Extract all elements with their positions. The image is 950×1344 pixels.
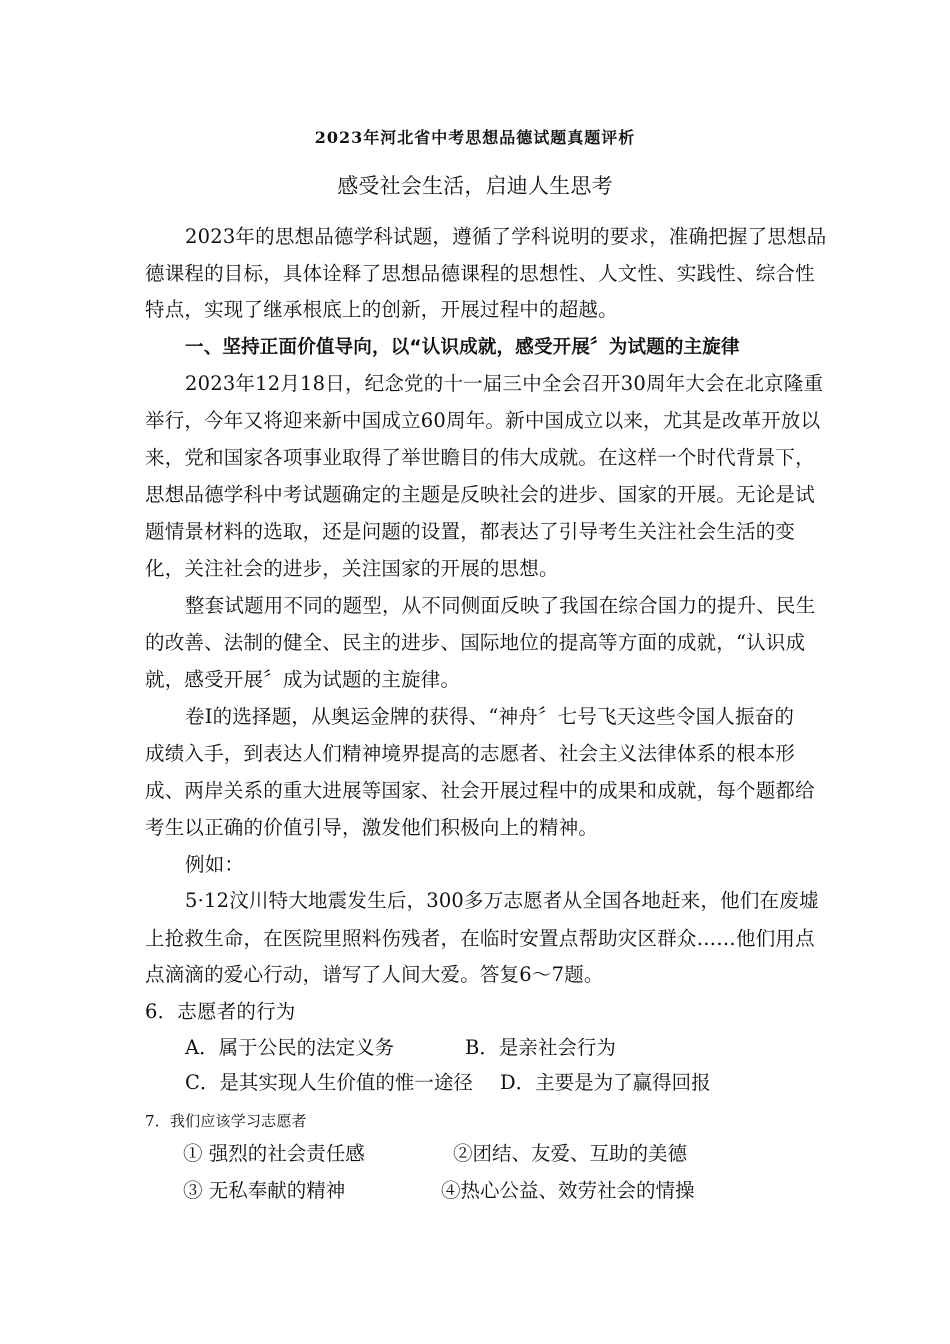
paragraph-line: 化，关注社会的进步，关注国家的开展的思想。 (145, 557, 559, 580)
intro-line: 特点，实现了继承根底上的创新，开展过程中的超越。 (145, 298, 618, 321)
material-line: 上抢救生命，在医院里照料伤残者，在临时安置点帮助灾区群众……他们用点 (145, 927, 815, 950)
question-6-options-row (0, 1034, 950, 1064)
document-subtitle: 感受社会生活，启迪人生思考 (337, 174, 613, 198)
paragraph-line: 的改善、法制的健全、民主的进步、国际地位的提高等方面的成就，“认识成 (145, 631, 806, 654)
question-7-options-row (0, 1140, 950, 1170)
question-6-stem: 6．志愿者的行为 (145, 1000, 296, 1023)
paragraph-line: 整套试题用不同的题型，从不同侧面反映了我国在综合国力的提升、民生 (185, 594, 816, 617)
paragraph-line: 成绩入手，到表达人们精神境界提高的志愿者、社会主义法律体系的根本形 (145, 742, 796, 765)
option-3: ③ 无私奉献的精神 (183, 1179, 346, 1202)
option-d: D．主要是为了赢得回报 (500, 1071, 711, 1094)
document-title: 2023年河北省中考思想品德试题真题评析 (314, 128, 636, 147)
question-6-options-row (0, 1069, 950, 1099)
option-c: C．是其实现人生价值的惟一途径 (185, 1071, 473, 1094)
material-line: 5·12汶川特大地震发生后，300多万志愿者从全国各地赶来，他们在废墟 (185, 889, 819, 912)
question-7-options-row (0, 1177, 950, 1207)
option-a: A．属于公民的法定义务 (185, 1036, 395, 1059)
question-7-stem: 7．我们应该学习志愿者 (145, 1112, 307, 1130)
paragraph-line: 思想品德学科中考试题确定的主题是反映社会的进步、国家的开展。无论是试 (145, 483, 815, 506)
intro-line: 2023年的思想品德学科试题，遵循了学科说明的要求，准确把握了思想品 (185, 225, 827, 248)
material-line: 点滴滴的爱心行动，谱写了人间大爱。答复6～7题。 (145, 963, 604, 986)
example-label: 例如： (185, 853, 245, 876)
paragraph-line: 题情景材料的选取，还是问题的设置，都表达了引导考生关注社会生活的变 (145, 520, 796, 543)
option-b: B．是亲社会行为 (465, 1036, 616, 1059)
paragraph-line: 成、两岸关系的重大进展等国家、社会开展过程中的成果和成就，每个题都给 (145, 779, 815, 802)
section-heading: 一、坚持正面价值导向，以“认识成就，感受开展〞为试题的主旋律 (185, 337, 740, 358)
intro-line: 德课程的目标，具体诠释了思想品德课程的思想性、人文性、实践性、综合性 (145, 262, 815, 285)
paragraph-line: 考生以正确的价值引导，激发他们积极向上的精神。 (145, 816, 599, 839)
option-4: ④热心公益、效劳社会的情操 (441, 1179, 695, 1202)
paragraph-line: 2023年12月18日，纪念党的十一届三中全会召开30周年大会在北京隆重 (185, 372, 824, 395)
option-2: ②团结、友爱、互助的美德 (453, 1142, 688, 1165)
paragraph-line: 卷Ⅰ的选择题，从奥运金牌的获得、“神舟〞七号飞天这些令国人振奋的 (185, 705, 795, 728)
paragraph-line: 就，感受开展〞成为试题的主旋律。 (145, 668, 461, 691)
paragraph-line: 举行，今年又将迎来新中国成立60周年。新中国成立以来，尤其是改革开放以 (145, 409, 821, 432)
paragraph-line: 来，党和国家各项事业取得了举世瞻目的伟大成就。在这样一个时代背景下， (145, 446, 815, 469)
option-1: ① 强烈的社会责任感 (183, 1142, 365, 1165)
